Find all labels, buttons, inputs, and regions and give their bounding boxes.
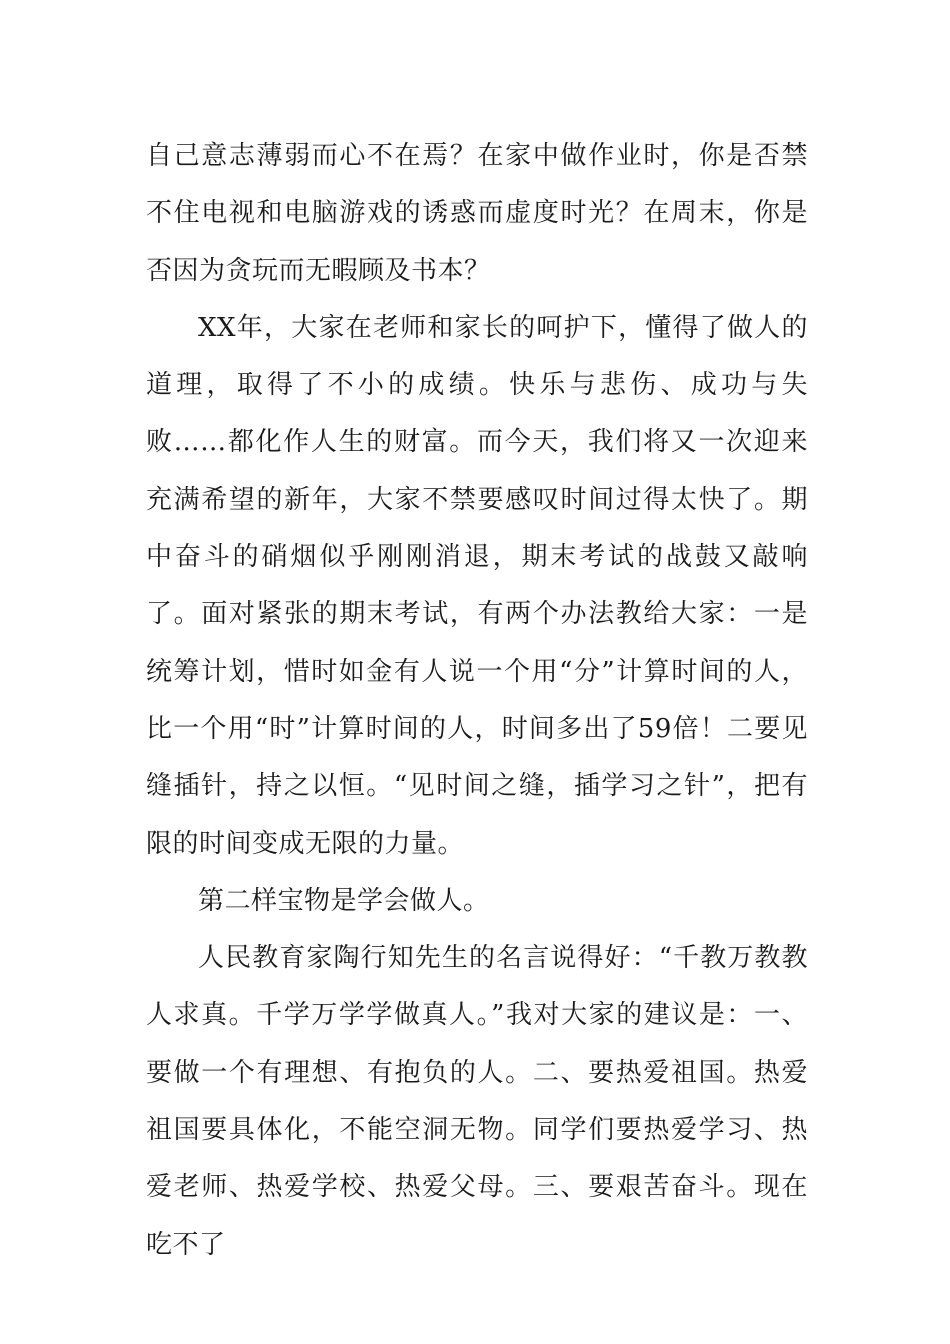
document-body bbox=[146, 128, 808, 1274]
paragraph-1: 自己意志薄弱而心不在焉？在家中做作业时，你是否禁不住电视和电脑游戏的诱惑而虚度时光？在周末，你是否因为贪玩而无暇顾及书本？ bbox=[146, 141, 808, 286]
paragraph-4: 人民教育家陶行知先生的名言说得好：“千教万教教人求真。千学万学学做真人。”我对大家的建议是：一、要做一个有理想、有抱负的人。二、要热爱祖国。热爱祖国要具体化，不能空洞无物。同学们要热爱学习、热爱老师、热爱学校、热爱父母。三、要艰苦奋斗。现在吃不了 bbox=[146, 943, 808, 1260]
paragraph-2: XX年，大家在老师和家长的呵护下，懂得了做人的道理，取得了不小的成绩。快乐与悲伤、成功与失败……都化作人生的财富。而今天，我们将又一次迎来充满希望的新年，大家不禁要感叹时间过得太快了。期中奋斗的硝烟似乎刚刚消退，期末考试的战鼓又敲响了。面对紧张的期末考试，有两个办法教给大家：一是统筹计划，惜时如金有人说一个用“分”计算时间的人，比一个用“时”计算时间的人，时间多出了59倍！二要见缝插针，持之以恒。“见时间之缝，插学习之针”，把有限的时间变成无限的力量。 bbox=[146, 312, 808, 859]
paragraph-3: 第二样宝物是学会做人。 bbox=[198, 885, 490, 916]
